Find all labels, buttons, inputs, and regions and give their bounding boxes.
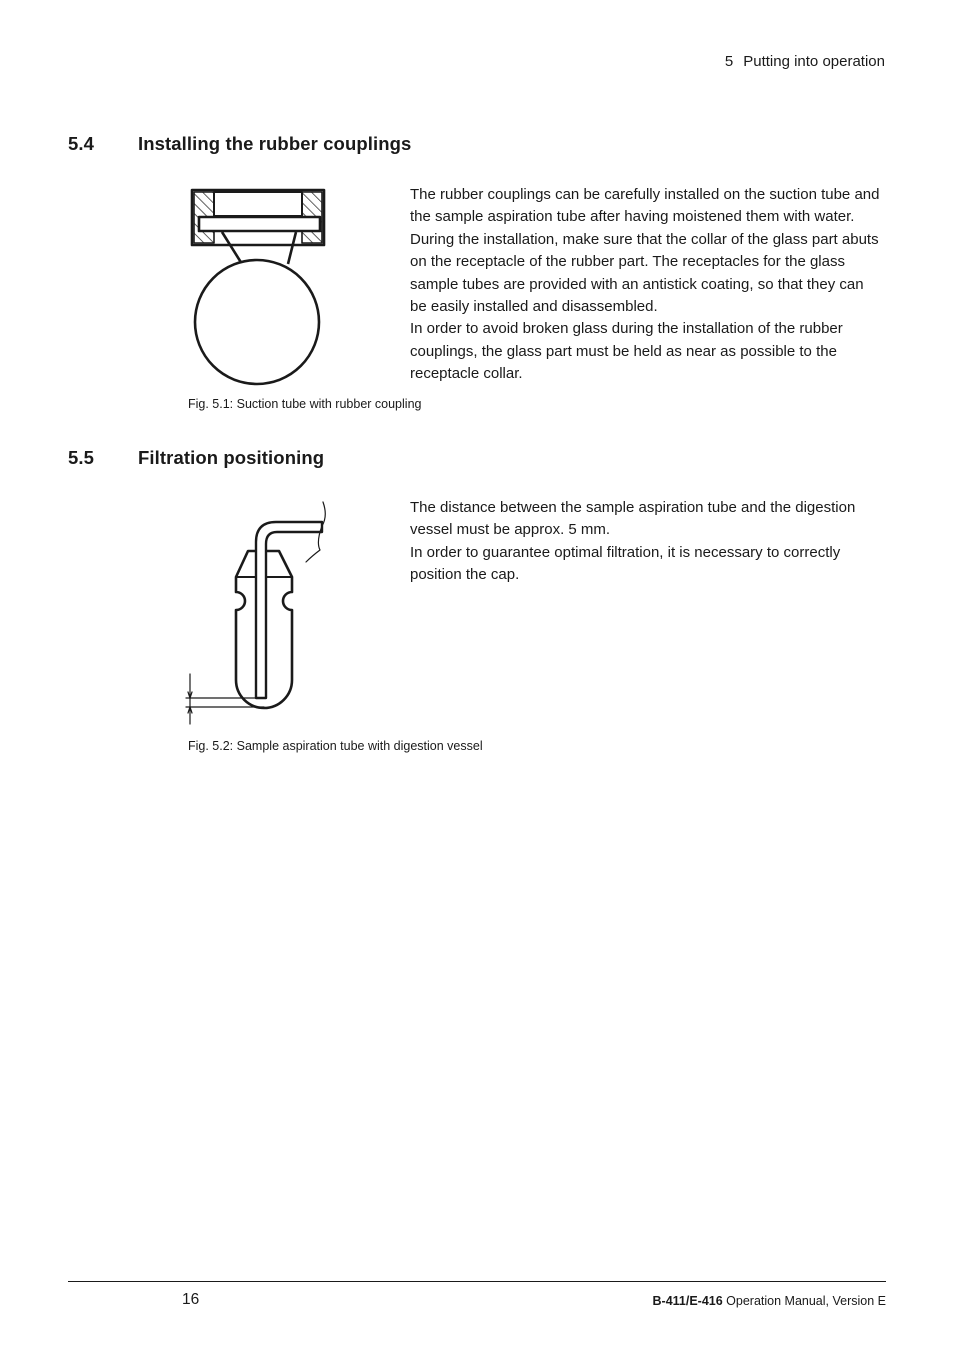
section-title: Filtration positioning xyxy=(138,447,325,468)
paragraph: In order to guarantee optimal filtration, it is necessary to correctly position the cap. xyxy=(410,543,841,584)
page-number: 16 xyxy=(182,1291,200,1308)
manual-version: Operation Manual, Version E xyxy=(722,1294,886,1308)
suction-tube-figure xyxy=(186,186,332,390)
section-5-5-body xyxy=(410,497,880,587)
model-name: B-411/E-416 xyxy=(652,1294,723,1308)
paragraph: The distance between the sample aspiration tube and the digestion vessel must be approx. 5 mm. xyxy=(410,499,856,539)
glass-collar xyxy=(199,217,320,231)
section-number: 5.4 xyxy=(68,133,95,154)
section-title: Installing the rubber couplings xyxy=(138,133,412,154)
section-5-4-body xyxy=(410,184,880,386)
footer-rule xyxy=(68,1281,886,1282)
section-number: 5.5 xyxy=(68,447,95,468)
glass-bulb xyxy=(195,260,319,384)
paragraph: The rubber couplings can be carefully installed on the suction tube and the sample aspiration tube after having moistened them with water. During the installation, make sure that the collar of the glass part abuts on the receptacle of the rubber part. The receptacles for the glass sample tubes are provided with an antistick coating, so that they can be easily installed and disassembled. xyxy=(410,186,880,316)
chapter-number: 5 xyxy=(724,53,734,70)
paragraph: In order to avoid broken glass during the installation of the rubber couplings, the glass part must be held as near as possible to the receptacle collar. xyxy=(410,320,843,383)
figure-caption: Fig. 5.2: Sample aspiration tube with digestion vessel xyxy=(188,739,483,753)
manual-title xyxy=(653,1294,886,1308)
section-heading-5-4 xyxy=(68,133,411,155)
running-head xyxy=(725,53,885,70)
aspiration-tube-figure xyxy=(184,498,334,730)
figure-caption: Fig. 5.1: Suction tube with rubber coupling xyxy=(188,397,422,411)
section-heading-5-5 xyxy=(68,447,324,469)
distance-dimension xyxy=(186,674,264,724)
chapter-title: Putting into operation xyxy=(743,53,885,70)
